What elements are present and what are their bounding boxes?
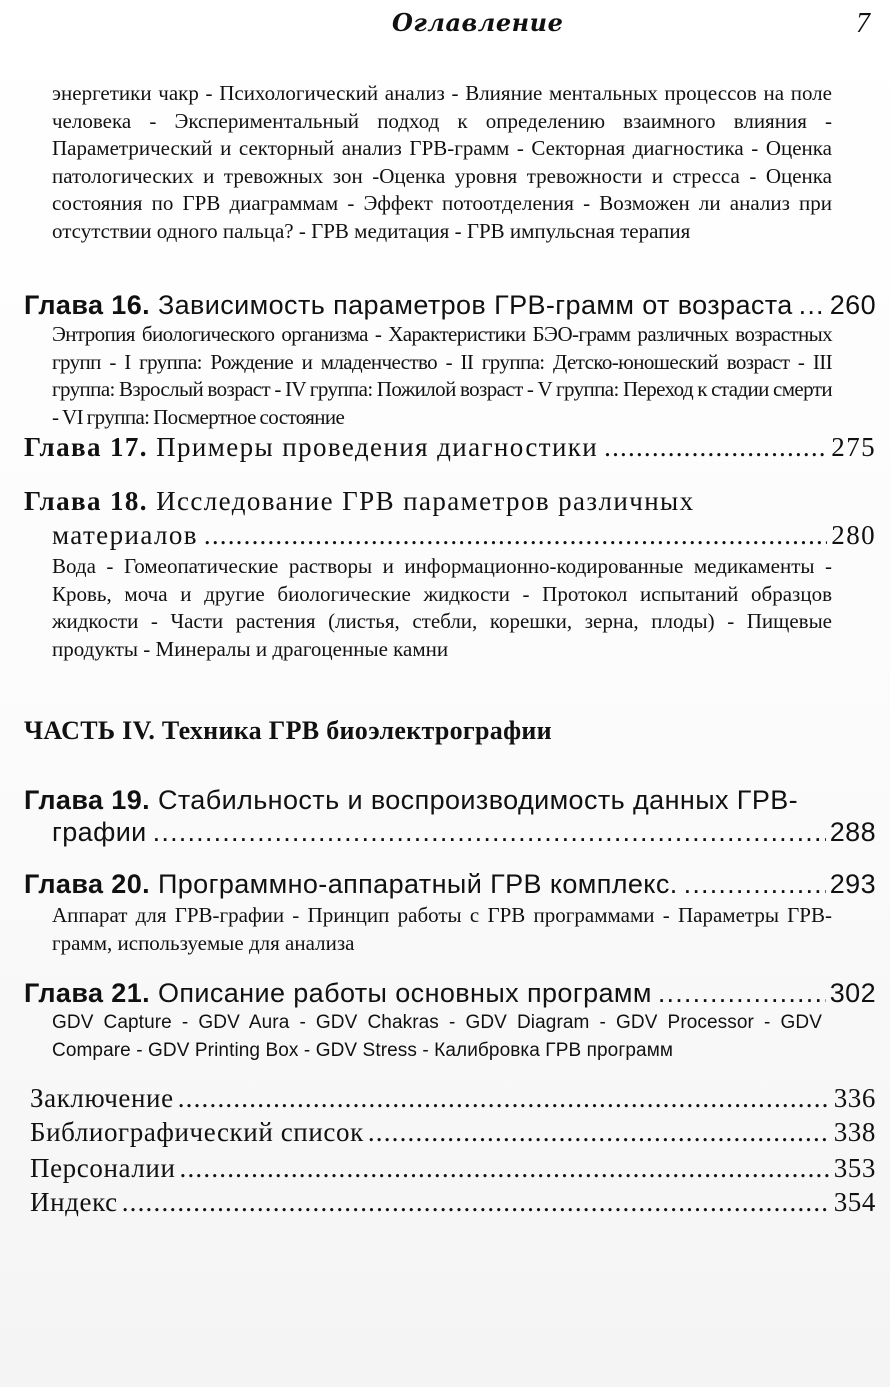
toc-page-number: 293 [829,869,876,899]
toc-entry-index[interactable] [30,1186,876,1219]
running-header [0,4,890,44]
toc-entry-conclusion[interactable] [30,1082,876,1115]
toc-entry-chapter-18[interactable] [52,518,876,552]
chapter-title-continuation: графии [52,817,147,847]
toc-entry-chapter-19-title[interactable] [24,783,876,817]
dot-leader [799,288,826,322]
chapter-number: Глава 20. [24,869,151,899]
chapter-number: Глава 16. [24,290,151,320]
chapter-title: Стабильность и воспроизводимость данных ГРВ- [157,785,799,815]
chapter-20-description: Аппарат для ГРВ-графии - Принцип работы с ГРВ программами - Параметры ГРВ-грамм, используемые для анализа [52,903,832,955]
chapter-title: Зависимость параметров ГРВ-грамм от возраста [157,290,793,320]
toc-entry-chapter-21[interactable] [24,976,876,1010]
toc-entry-label: Библиографический список [30,1117,364,1147]
toc-entry-chapter-19[interactable] [52,815,876,849]
toc-entry-personalia[interactable] [30,1152,876,1185]
toc-entry-label [24,430,598,464]
toc-entry-label [24,976,652,1010]
toc-entry-chapter-20[interactable] [24,867,876,901]
chapter-title-continuation: материалов [52,520,198,550]
chapter-title: Программно-аппаратный ГРВ комплекс. [157,869,678,899]
dot-leader [122,1186,830,1219]
chapter-title: Исследование ГРВ параметров различных [156,486,695,516]
toc-page-number: 280 [831,520,876,550]
toc-page-number: 353 [833,1153,876,1183]
dot-leader [368,1116,830,1149]
chapter-18-description: Вода - Гомеопатические растворы и информационно-кодированные медикаменты - Кровь, моча и другие биологические жидкости - Протокол испытаний образцов жидкости - Части растения (листья, стебли, корешки, зерна, плоды) - Пищевые продукты - Минералы и драгоценные камни [52,554,832,661]
dot-leader [180,1152,830,1185]
toc-page-number: 354 [833,1187,876,1217]
part-4-title[interactable]: ЧАСТЬ IV. Техника ГРВ биоэлектрографии [24,716,552,745]
chapter-15-description: энергетики чакр - Психологический анализ - Влияние ментальных процессов на поле человека - Экспериментальный подход к определению взаимного влияния - Параметрический и секторный анализ ГРВ-грамм - Секторная диагностика - Оценка патологических и тревожных зон -Оценка уровня тревожности и стресса - Оценка состояния по ГРВ диаграммам - Эффект потоотделения - Возможен ли анализ при отсутствии одного пальца? - ГРВ медитация - ГРВ импульсная терапия [52,81,832,243]
toc-page-number: 260 [829,290,876,320]
dot-leader [204,518,827,552]
chapter-number: Глава 19. [24,785,151,815]
dot-leader [178,1082,830,1115]
chapter-16-description: Энтропия биологического организма - Характеристики БЭО-грамм различных возрастных групп - I группа: Рождение и младенчество - II группа: Детско-юношеский возраст - III группа: Взрослый возраст - IV группа: Пожилой возраст - V группа: Переход к стадии смерти - VI группа: Посмертное состояние [52,322,832,429]
chapter-title: Примеры проведения диагностики [156,432,599,462]
chapter-number: Глава 17. [24,432,148,462]
running-title: Оглавление [392,8,564,37]
toc-page-number: 336 [833,1083,876,1113]
toc-entry-label: Персоналии [30,1153,176,1183]
page-number: 7 [856,8,870,39]
toc-page-number: 338 [833,1117,876,1147]
dot-leader [684,867,826,901]
toc-entry-label: Заключение [30,1083,174,1113]
dot-leader [604,430,827,464]
toc-entry-label: Индекс [30,1187,118,1217]
toc-entry-bibliography[interactable] [30,1116,876,1149]
chapter-21-description: GDV Capture - GDV Aura - GDV Chakras - GDV Diagram - GDV Processor - GDV Compare - GDV Printing Box - GDV Stress - Калибровка ГРВ программ [52,1012,822,1061]
toc-page-number: 288 [829,817,876,847]
chapter-number: Глава 18. [24,486,148,516]
toc-page-number: 302 [829,978,876,1008]
dot-leader [658,976,826,1010]
chapter-number: Глава 21. [24,978,151,1008]
dot-leader [153,815,826,849]
toc-page-number: 275 [831,432,876,462]
chapter-title: Описание работы основных программ [157,978,652,1008]
toc-entry-label [24,867,678,901]
toc-entry-chapter-16[interactable] [24,288,876,322]
toc-entry-chapter-17[interactable] [24,430,876,464]
toc-entry-label [24,288,793,322]
toc-entry-chapter-18-title[interactable] [24,484,876,518]
